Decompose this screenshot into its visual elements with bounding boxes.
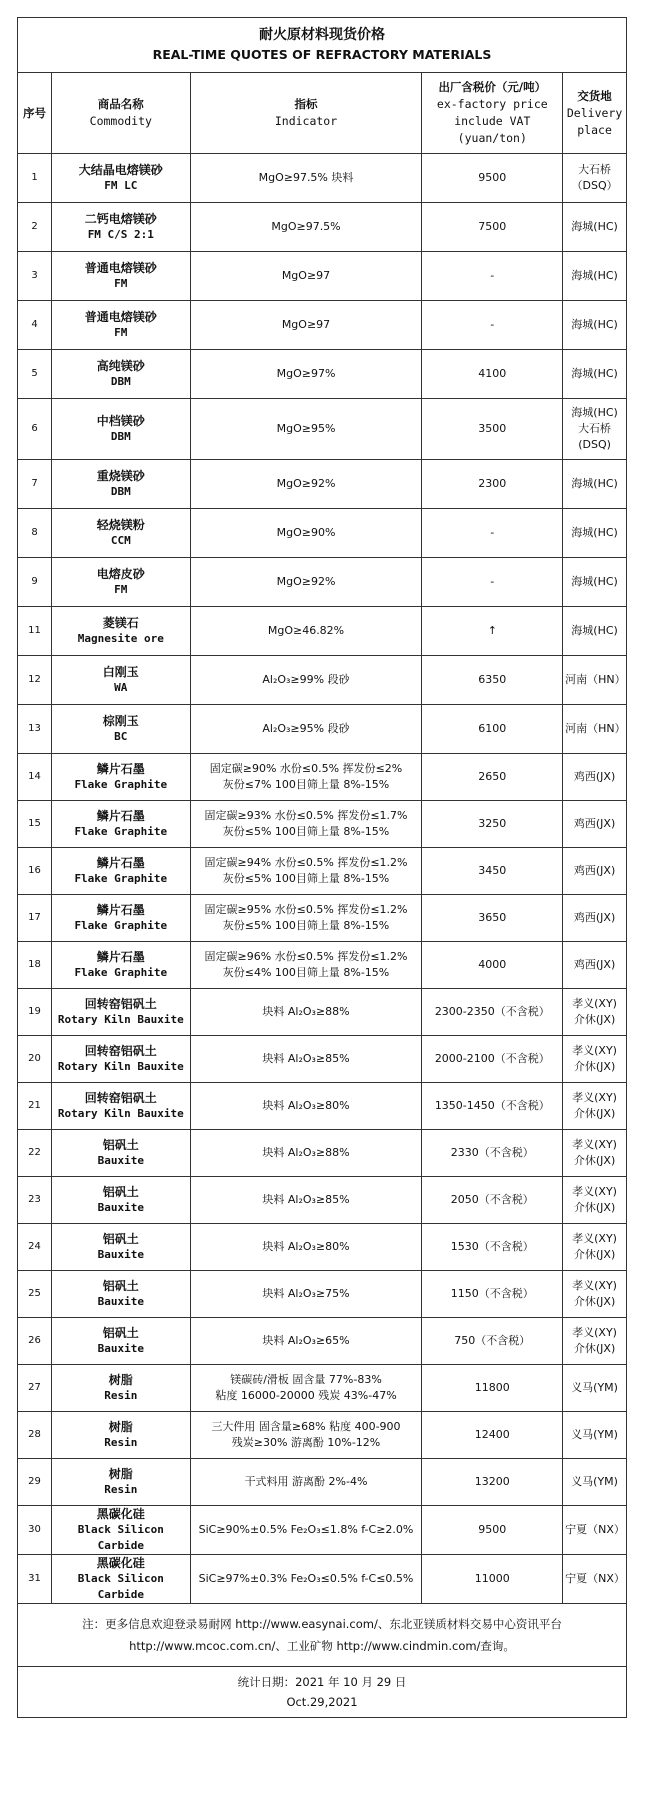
commodity-cell: 黑碳化硅 Black Silicon Carbide bbox=[52, 1506, 190, 1555]
indicator-cell: Al₂O₃≥95% 段砂 bbox=[190, 705, 422, 754]
indicator-cell: 块料 Al₂O₃≥85% bbox=[190, 1036, 422, 1083]
price-cell: 12400 bbox=[422, 1412, 563, 1459]
indicator-cell: 固定碳≥90% 水份≤0.5% 挥发份≤2% 灰份≤7% 100目筛上量 8%-15% bbox=[190, 754, 422, 801]
row-number: 21 bbox=[18, 1083, 52, 1130]
commodity-cell: 中档镁砂 DBM bbox=[52, 399, 190, 460]
price-cell: 2050（不含税） bbox=[422, 1177, 563, 1224]
row-number: 30 bbox=[18, 1506, 52, 1555]
table-row bbox=[18, 558, 627, 607]
row-number: 13 bbox=[18, 705, 52, 754]
table-row bbox=[18, 1130, 627, 1177]
delivery-cell: 孝义(XY) 介休(JX) bbox=[563, 1271, 627, 1318]
delivery-cell: 鸡西(JX) bbox=[563, 942, 627, 989]
delivery-cell: 河南（HN） bbox=[563, 656, 627, 705]
commodity-cell: 树脂 Resin bbox=[52, 1365, 190, 1412]
delivery-cell: 海城(HC) bbox=[563, 509, 627, 558]
indicator-cell: MgO≥97% bbox=[190, 350, 422, 399]
commodity-cell: 回转窑铝矾土 Rotary Kiln Bauxite bbox=[52, 1083, 190, 1130]
indicator-cell: MgO≥92% bbox=[190, 460, 422, 509]
price-cell: 3650 bbox=[422, 895, 563, 942]
delivery-cell: 海城(HC) bbox=[563, 558, 627, 607]
table-row bbox=[18, 848, 627, 895]
price-cell: 2330（不含税） bbox=[422, 1130, 563, 1177]
row-number: 22 bbox=[18, 1130, 52, 1177]
indicator-cell: Al₂O₃≥99% 段砂 bbox=[190, 656, 422, 705]
date-cell bbox=[18, 1667, 627, 1718]
table-row bbox=[18, 252, 627, 301]
price-cell: 1530（不含税） bbox=[422, 1224, 563, 1271]
commodity-cell: 鳞片石墨 Flake Graphite bbox=[52, 754, 190, 801]
stat-date-en: Oct.29,2021 bbox=[286, 1695, 358, 1709]
table-row bbox=[18, 350, 627, 399]
row-number: 5 bbox=[18, 350, 52, 399]
table-row bbox=[18, 1459, 627, 1506]
table-row bbox=[18, 754, 627, 801]
commodity-cell: 鳞片石墨 Flake Graphite bbox=[52, 848, 190, 895]
delivery-cell: 海城(HC) bbox=[563, 203, 627, 252]
commodity-cell: 鳞片石墨 Flake Graphite bbox=[52, 895, 190, 942]
header-indicator: 指标 Indicator bbox=[190, 73, 422, 154]
row-number: 26 bbox=[18, 1318, 52, 1365]
row-number: 19 bbox=[18, 989, 52, 1036]
price-cell: 7500 bbox=[422, 203, 563, 252]
table-row bbox=[18, 1412, 627, 1459]
commodity-cell: 铝矾土 Bauxite bbox=[52, 1271, 190, 1318]
commodity-cell: 大结晶电熔镁砂 FM LC bbox=[52, 154, 190, 203]
commodity-cell: 树脂 Resin bbox=[52, 1412, 190, 1459]
commodity-cell: 鳞片石墨 Flake Graphite bbox=[52, 801, 190, 848]
indicator-cell: MgO≥97.5% bbox=[190, 203, 422, 252]
row-number: 20 bbox=[18, 1036, 52, 1083]
delivery-cell: 海城(HC) bbox=[563, 607, 627, 656]
row-number: 31 bbox=[18, 1555, 52, 1604]
commodity-cell: 菱镁石 Magnesite ore bbox=[52, 607, 190, 656]
price-cell: 750（不含税） bbox=[422, 1318, 563, 1365]
delivery-cell: 孝义(XY) 介休(JX) bbox=[563, 989, 627, 1036]
commodity-cell: 黑碳化硅 Black Silicon Carbide bbox=[52, 1555, 190, 1604]
row-number: 28 bbox=[18, 1412, 52, 1459]
quotes-table bbox=[17, 17, 627, 1718]
price-cell: - bbox=[422, 301, 563, 350]
table-row bbox=[18, 1271, 627, 1318]
header-no: 序号 bbox=[18, 73, 52, 154]
table-row bbox=[18, 1083, 627, 1130]
row-number: 25 bbox=[18, 1271, 52, 1318]
price-cell: 3450 bbox=[422, 848, 563, 895]
price-cell: 4000 bbox=[422, 942, 563, 989]
table-title bbox=[18, 18, 627, 73]
indicator-cell: 块料 Al₂O₃≥88% bbox=[190, 1130, 422, 1177]
table-row bbox=[18, 989, 627, 1036]
delivery-cell: 孝义(XY) 介休(JX) bbox=[563, 1177, 627, 1224]
table-row bbox=[18, 460, 627, 509]
indicator-cell: 固定碳≥96% 水份≤0.5% 挥发份≤1.2% 灰份≤4% 100目筛上量 8%-15% bbox=[190, 942, 422, 989]
indicator-cell: MgO≥90% bbox=[190, 509, 422, 558]
row-number: 18 bbox=[18, 942, 52, 989]
title-en: REAL-TIME QUOTES OF REFRACTORY MATERIALS bbox=[152, 47, 492, 62]
delivery-cell: 孝义(XY) 介休(JX) bbox=[563, 1036, 627, 1083]
table-row bbox=[18, 705, 627, 754]
indicator-cell: 固定碳≥95% 水份≤0.5% 挥发份≤1.2% 灰份≤5% 100目筛上量 8%-15% bbox=[190, 895, 422, 942]
delivery-cell: 孝义(XY) 介休(JX) bbox=[563, 1224, 627, 1271]
delivery-cell: 河南（HN） bbox=[563, 705, 627, 754]
price-cell: 2000-2100（不含税） bbox=[422, 1036, 563, 1083]
indicator-cell: 块料 Al₂O₃≥88% bbox=[190, 989, 422, 1036]
price-cell: 11000 bbox=[422, 1555, 563, 1604]
indicator-cell: MgO≥46.82% bbox=[190, 607, 422, 656]
table-row bbox=[18, 607, 627, 656]
delivery-cell: 义马(YM) bbox=[563, 1412, 627, 1459]
delivery-cell: 孝义(XY) 介休(JX) bbox=[563, 1083, 627, 1130]
row-number: 15 bbox=[18, 801, 52, 848]
header-delivery: 交货地 Delivery place bbox=[563, 73, 627, 154]
row-number: 24 bbox=[18, 1224, 52, 1271]
price-cell: 11800 bbox=[422, 1365, 563, 1412]
delivery-cell: 鸡西(JX) bbox=[563, 754, 627, 801]
price-cell: ↑ bbox=[422, 607, 563, 656]
indicator-cell: MgO≥95% bbox=[190, 399, 422, 460]
table-row bbox=[18, 1365, 627, 1412]
table-row bbox=[18, 895, 627, 942]
title-cn: 耐火原材料现货价格 bbox=[259, 27, 385, 43]
header-row bbox=[18, 73, 627, 154]
table-row bbox=[18, 1506, 627, 1555]
note-line-2: http://www.mcoc.com.cn/、工业矿物 http://www.cindmin.com/查询。 bbox=[129, 1639, 515, 1653]
indicator-cell: 块料 Al₂O₃≥75% bbox=[190, 1271, 422, 1318]
indicator-cell: MgO≥92% bbox=[190, 558, 422, 607]
delivery-cell: 义马(YM) bbox=[563, 1459, 627, 1506]
note-cell bbox=[18, 1604, 627, 1667]
row-number: 29 bbox=[18, 1459, 52, 1506]
row-number: 12 bbox=[18, 656, 52, 705]
indicator-cell: MgO≥97 bbox=[190, 301, 422, 350]
indicator-cell: 块料 Al₂O₃≥85% bbox=[190, 1177, 422, 1224]
indicator-cell: 块料 Al₂O₃≥65% bbox=[190, 1318, 422, 1365]
header-commodity: 商品名称 Commodity bbox=[52, 73, 190, 154]
stat-date-cn: 统计日期：2021 年 10 月 29 日 bbox=[237, 1675, 407, 1689]
price-cell: 2300-2350（不含税） bbox=[422, 989, 563, 1036]
indicator-cell: 固定碳≥93% 水份≤0.5% 挥发份≤1.7% 灰份≤5% 100目筛上量 8%-15% bbox=[190, 801, 422, 848]
header-price: 出厂含税价（元/吨） ex-factory price include VAT (yuan/ton) bbox=[422, 73, 563, 154]
table-row bbox=[18, 509, 627, 558]
date-row bbox=[18, 1667, 627, 1718]
row-number: 7 bbox=[18, 460, 52, 509]
delivery-cell: 海城(HC) bbox=[563, 252, 627, 301]
row-number: 27 bbox=[18, 1365, 52, 1412]
row-number: 9 bbox=[18, 558, 52, 607]
delivery-cell: 宁夏（NX） bbox=[563, 1555, 627, 1604]
note-row bbox=[18, 1604, 627, 1667]
table-row bbox=[18, 399, 627, 460]
table-row bbox=[18, 1555, 627, 1604]
commodity-cell: 轻烧镁粉 CCM bbox=[52, 509, 190, 558]
row-number: 16 bbox=[18, 848, 52, 895]
price-cell: 9500 bbox=[422, 154, 563, 203]
row-number: 6 bbox=[18, 399, 52, 460]
indicator-cell: SiC≥97%±0.3% Fe₂O₃≤0.5% f-C≤0.5% bbox=[190, 1555, 422, 1604]
commodity-cell: 树脂 Resin bbox=[52, 1459, 190, 1506]
price-cell: 1350-1450（不含税） bbox=[422, 1083, 563, 1130]
table-row bbox=[18, 656, 627, 705]
price-cell: 13200 bbox=[422, 1459, 563, 1506]
price-cell: 4100 bbox=[422, 350, 563, 399]
indicator-cell: 三大件用 固含量≥68% 粘度 400-900 残炭≥30% 游离酚 10%-12% bbox=[190, 1412, 422, 1459]
commodity-cell: 二钙电熔镁砂 FM C/S 2:1 bbox=[52, 203, 190, 252]
table-row bbox=[18, 203, 627, 252]
commodity-cell: 铝矾土 Bauxite bbox=[52, 1224, 190, 1271]
delivery-cell: 宁夏（NX） bbox=[563, 1506, 627, 1555]
table-row bbox=[18, 1224, 627, 1271]
table-row bbox=[18, 1036, 627, 1083]
commodity-cell: 普通电熔镁砂 FM bbox=[52, 301, 190, 350]
price-cell: 6100 bbox=[422, 705, 563, 754]
row-number: 2 bbox=[18, 203, 52, 252]
table-body bbox=[18, 154, 627, 1604]
delivery-cell: 海城(HC) bbox=[563, 460, 627, 509]
commodity-cell: 电熔皮砂 FM bbox=[52, 558, 190, 607]
price-cell: - bbox=[422, 558, 563, 607]
price-cell: 2300 bbox=[422, 460, 563, 509]
row-number: 8 bbox=[18, 509, 52, 558]
row-number: 11 bbox=[18, 607, 52, 656]
delivery-cell: 海城(HC) bbox=[563, 301, 627, 350]
row-number: 17 bbox=[18, 895, 52, 942]
delivery-cell: 鸡西(JX) bbox=[563, 895, 627, 942]
delivery-cell: 大石桥 （DSQ） bbox=[563, 154, 627, 203]
delivery-cell: 孝义(XY) 介休(JX) bbox=[563, 1318, 627, 1365]
commodity-cell: 白刚玉 WA bbox=[52, 656, 190, 705]
commodity-cell: 鳞片石墨 Flake Graphite bbox=[52, 942, 190, 989]
table-row bbox=[18, 1318, 627, 1365]
price-cell: 1150（不含税） bbox=[422, 1271, 563, 1318]
table-row bbox=[18, 942, 627, 989]
price-cell: 3500 bbox=[422, 399, 563, 460]
indicator-cell: 固定碳≥94% 水份≤0.5% 挥发份≤1.2% 灰份≤5% 100目筛上量 8%-15% bbox=[190, 848, 422, 895]
table-row bbox=[18, 301, 627, 350]
table-row bbox=[18, 154, 627, 203]
row-number: 1 bbox=[18, 154, 52, 203]
row-number: 14 bbox=[18, 754, 52, 801]
row-number: 23 bbox=[18, 1177, 52, 1224]
indicator-cell: MgO≥97.5% 块料 bbox=[190, 154, 422, 203]
commodity-cell: 铝矾土 Bauxite bbox=[52, 1318, 190, 1365]
table-row bbox=[18, 1177, 627, 1224]
delivery-cell: 孝义(XY) 介休(JX) bbox=[563, 1130, 627, 1177]
delivery-cell: 鸡西(JX) bbox=[563, 848, 627, 895]
row-number: 4 bbox=[18, 301, 52, 350]
commodity-cell: 铝矾土 Bauxite bbox=[52, 1177, 190, 1224]
commodity-cell: 重烧镁砂 DBM bbox=[52, 460, 190, 509]
indicator-cell: 干式料用 游离酚 2%-4% bbox=[190, 1459, 422, 1506]
indicator-cell: MgO≥97 bbox=[190, 252, 422, 301]
row-number: 3 bbox=[18, 252, 52, 301]
commodity-cell: 铝矾土 Bauxite bbox=[52, 1130, 190, 1177]
commodity-cell: 回转窑铝矾土 Rotary Kiln Bauxite bbox=[52, 1036, 190, 1083]
commodity-cell: 回转窑铝矾土 Rotary Kiln Bauxite bbox=[52, 989, 190, 1036]
note-line-1: 注：更多信息欢迎登录易耐网 http://www.easynai.com/、东北亚镁质材料交易中心资讯平台 bbox=[82, 1617, 562, 1631]
delivery-cell: 义马(YM) bbox=[563, 1365, 627, 1412]
delivery-cell: 海城(HC) 大石桥 (DSQ) bbox=[563, 399, 627, 460]
price-sheet bbox=[17, 17, 627, 1718]
price-cell: - bbox=[422, 252, 563, 301]
commodity-cell: 棕刚玉 BC bbox=[52, 705, 190, 754]
delivery-cell: 鸡西(JX) bbox=[563, 801, 627, 848]
price-cell: 2650 bbox=[422, 754, 563, 801]
commodity-cell: 普通电熔镁砂 FM bbox=[52, 252, 190, 301]
price-cell: 3250 bbox=[422, 801, 563, 848]
indicator-cell: SiC≥90%±0.5% Fe₂O₃≤1.8% f-C≥2.0% bbox=[190, 1506, 422, 1555]
indicator-cell: 块料 Al₂O₃≥80% bbox=[190, 1083, 422, 1130]
price-cell: 9500 bbox=[422, 1506, 563, 1555]
price-cell: 6350 bbox=[422, 656, 563, 705]
indicator-cell: 块料 Al₂O₃≥80% bbox=[190, 1224, 422, 1271]
price-cell: - bbox=[422, 509, 563, 558]
commodity-cell: 高纯镁砂 DBM bbox=[52, 350, 190, 399]
delivery-cell: 海城(HC) bbox=[563, 350, 627, 399]
indicator-cell: 镁碳砖/滑板 固含量 77%-83% 粘度 16000-20000 残炭 43%-47% bbox=[190, 1365, 422, 1412]
table-row bbox=[18, 801, 627, 848]
